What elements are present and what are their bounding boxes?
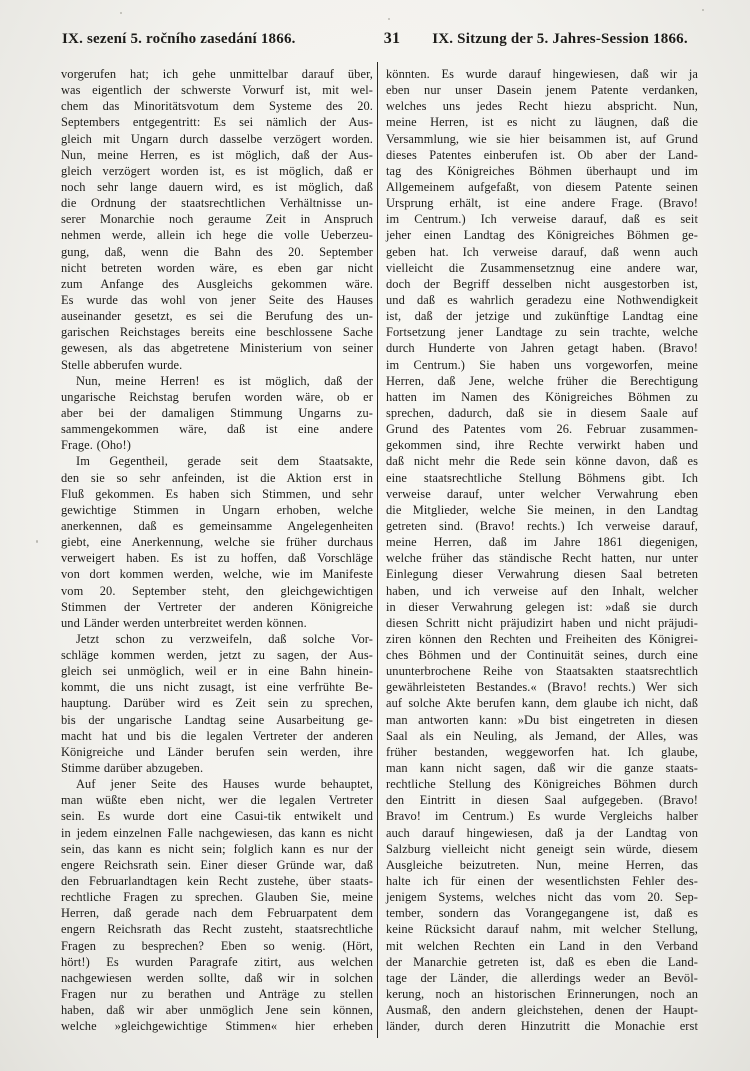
text-line: engere Reichsrath sein. Einer dieser Gründe war, daß	[61, 857, 373, 872]
text-line: verweigert haben. Es ist zu hoffen, daß Vorschläge	[61, 551, 373, 566]
text-line: rechtliche Fragen zu sprechen. Glauben Sie, meine	[61, 890, 373, 905]
text-line: Ausgleiche beizutreten. Nun, meine Herren, das	[386, 857, 698, 872]
text-line: Saal als ein Neuling, als Jemand, der Alles, was	[386, 728, 698, 743]
text-line: von dort kommen werden, welche, wie im Manifeste	[61, 567, 373, 582]
text-line: keine Rücksicht darauf nahm, mit welcher Stellung,	[386, 922, 698, 937]
text-line: Nun, meine Herren, es ist möglich, daß der Aus-	[61, 147, 373, 162]
text-line: gleich verzögert worden ist, es ist möglich, daß er	[61, 163, 373, 178]
text-line: die Mitglieder, welche Sie meinen, in den Landtag	[386, 502, 698, 517]
text-line: Salzburg vielleicht nicht geneigt sein würde, diesem	[386, 841, 698, 856]
header-session-czech: IX. sezení 5. ročního zasedání 1866.	[62, 31, 296, 47]
text-line: Versammlung, wie sie hier beisammen ist, auf Grund	[386, 131, 698, 146]
text-line: und daß es wahrlich geradezu eine Nothwendigkeit	[386, 292, 698, 307]
text-line: man wüßte eben nicht, wer die legalen Vertreter	[61, 793, 373, 808]
text-line: Jetzt schon zu verzweifeln, daß solche Vor-	[76, 631, 373, 646]
text-line: der Manarchie getreten ist, daß es eben die Land-	[386, 954, 698, 969]
text-line: giebt, eine Anerkennung, welche sie früher durchaus	[61, 535, 373, 550]
text-line: sammengekommen wäre, daß ist eine andere	[61, 422, 373, 437]
text-line: vielleicht die Zusammensetznug eine andere war,	[386, 260, 698, 275]
text-line: den Eintritt in diesen Saal aufgegeben. (Bravo!	[386, 793, 698, 808]
text-line: engern Reichsrath das Recht zusteht, staatsrechtliche	[61, 922, 373, 937]
page-number: 31	[383, 30, 401, 47]
text-line: dieses Patentes einberufen ist. Ob aber der Land-	[386, 147, 698, 162]
scan-speck	[702, 9, 704, 11]
text-line: welches uns jedes Recht hiezu abspricht. Nun,	[386, 99, 698, 114]
text-line: Allgemeinem aufgefaßt, von diesem Patente seinen	[386, 179, 698, 194]
text-line: in jedem einzelnen Falle nachgewiesen, das kann es nicht	[61, 825, 373, 840]
text-line: auf solche Akte berufen kann, dem glaube ich nicht, daß	[386, 696, 698, 711]
text-line: vorgerufen hat; ich gehe unmittelbar darauf über,	[61, 67, 373, 81]
text-line: hört!) Es wurden Paragrafe zitirt, aus welchen	[61, 954, 373, 969]
text-line: daß nicht mehr die Rede sein könne davon, daß es	[386, 454, 698, 469]
text-line: nachgewiesen werden sollte, daß wir in solchen	[61, 970, 373, 985]
text-line: tember, sondern das Vorangegangene ist, daß es	[386, 906, 698, 921]
text-line: diesen Schritt nicht präjudizirt haben und nicht präjudi-	[386, 615, 698, 630]
text-line: doch der Begriff desselben nicht ausgestorben ist,	[386, 276, 698, 291]
text-line: Ausmaß, den andern gleichstehen, denen der Haupt-	[386, 1003, 698, 1018]
text-line: im Centrum.) Ich verweise darauf, daß es seit	[386, 212, 698, 227]
text-line: ununterbrochene Reihe von Staatsakten staatsrechtlich	[386, 664, 698, 679]
text-line: den Februarlandtagen kein Recht zustehe, über staats-	[61, 874, 373, 889]
text-line: Im Gegentheil, gerade seit dem Staatsakte,	[76, 454, 373, 469]
left-column	[61, 66, 373, 1034]
text-line: geben hat. Ich verweise darauf, daß wenn auch	[386, 244, 698, 259]
page-header	[62, 30, 698, 48]
text-line: eben nur unser Dasein jenem Patente verdanken,	[386, 83, 698, 98]
text-line: serer Monarchie noch geraume Zeit in Anspruch	[61, 212, 373, 227]
text-line: Stelle abberufen wurde.	[61, 357, 183, 372]
text-line: auch darauf hingewiesen, daß ja der Landtag von	[386, 825, 698, 840]
text-line: ungarische Reichstag berufen worden wäre, ob er	[61, 389, 373, 404]
text-line: Es wurde das wohl von jener Seite des Hauses	[61, 292, 373, 307]
text-line: halte ich für einen der wesentlichsten Fehler des-	[386, 874, 698, 889]
text-line: haben, daß wir aber unmöglich Jene sein können,	[61, 1003, 373, 1018]
text-line: mit welchen Rechten ein Land in den Verband	[386, 938, 698, 953]
right-column	[386, 66, 698, 1034]
text-line: man kann nicht sagen, daß wir die ganze staats-	[386, 761, 698, 776]
text-line: Königreiche und Länder berufen sein werden, ihre	[61, 744, 373, 759]
text-line: und Länder werden unterbreitet werden können.	[61, 615, 307, 630]
text-line: gewesen, als das abgetretene Ministerium von seiner	[61, 341, 373, 356]
text-line: gung, daß, wenn die Bahn des 20. September	[61, 244, 373, 259]
text-line: ziren können den Rechten und Freiheiten des Königrei-	[386, 631, 698, 646]
text-line: jeher einen Landtag des Königreiches Böhmen ge-	[386, 228, 698, 243]
text-line: die Ordnung der staatsrechtlichen Verhältnisse un-	[61, 196, 373, 211]
text-line: Fragen nur zu berathen und Anträge zu stellen	[61, 987, 373, 1002]
text-line: zum Anfange des Ausgleichs gekommen wäre.	[61, 276, 373, 291]
text-line: Stimme darüber abzugeben.	[61, 761, 204, 776]
text-line: haben, und ich verweise auf den Inhalt, welcher	[386, 583, 698, 598]
text-line: ches Böhmen und der Continuität seines, durch eine	[386, 648, 698, 663]
text-line: den sie so sehr anfeinden, ist die Aktion erst in	[61, 470, 373, 485]
scan-speck	[36, 540, 38, 543]
text-line: gewährleisteten Bestandes.« (Bravo! rechts.) Wer sich	[386, 680, 698, 695]
text-line: Septembers entgegentritt: Es sei nämlich der Aus-	[61, 115, 373, 130]
text-line: rechtliche Stellung des Königreiches Böhmen durch	[386, 777, 698, 792]
text-line: Fluß gekommen. Es haben sich Stimmen, und sehr	[61, 486, 373, 501]
header-session-german: IX. Sitzung der 5. Jahres-Session 1866.	[432, 31, 688, 47]
text-line: gleich mit Ungarn durch dasselbe verzögert worden.	[61, 131, 373, 146]
text-line: vom 20. September steht, den gleichgewichtigen	[61, 583, 373, 598]
text-line: Frage. (Oho!)	[61, 438, 131, 453]
text-line: meine Herren, ist es nicht zu läugnen, daß die	[386, 115, 698, 130]
text-line: man antworten kann: »Du bist eingetreten in diesen	[386, 712, 698, 727]
column-divider-rule	[377, 62, 378, 1038]
text-line: Einlegung dieser Verwahrung diesen Saal betreten	[386, 567, 698, 582]
text-line: Herren, daß Jene, welche früher die Berechtigung	[386, 373, 698, 388]
text-line: sein, das kann es nicht sein; folglich kann es nur der	[61, 841, 373, 856]
scan-speck	[120, 12, 122, 14]
text-line: sprechen, dadurch, daß sie in diesem Saale auf	[386, 405, 698, 420]
text-line: eine staatsrechtliche Stellung Böhmens gibt. Ich	[386, 470, 698, 485]
text-line: verweise darauf, unter welcher Verwahrung eben	[386, 486, 698, 501]
text-line: Ursprung erhält, ist eine andere Frage. (Bravo!	[386, 196, 698, 211]
text-line: auseinander gesetzt, es sei die Berufung des un-	[61, 309, 373, 324]
text-line: welche früher das ständische Recht hatten, nur unter	[386, 551, 698, 566]
text-line: kommt, die uns nicht zusagt, ist eine verfrühte Be-	[61, 680, 373, 695]
text-line: nehmen werde, allein ich hege die volle Ueberzeu-	[61, 228, 373, 243]
text-line: anerkennen, daß es gemeinsamme Angelegenheiten	[61, 518, 373, 533]
text-line: Grund des Patentes vom 26. Februar zusammen-	[386, 422, 698, 437]
text-line: welche »gleichgewichtige Stimmen« hier erheben	[61, 1019, 373, 1034]
text-line: früher bestanden, weggeworfen hat. Ich glaube,	[386, 744, 698, 759]
text-line: tage der Länder, die allerdings weder an Bevöl-	[386, 970, 698, 985]
text-line: gekommen sind, ihre Rechte verwirkt haben und	[386, 438, 698, 453]
text-line: gewichtige Stimmen in Ungarn erhoben, welche	[61, 502, 373, 517]
text-line: in dieser Verwahrung gelegen ist: »daß sie durch	[386, 599, 698, 614]
text-line: gleich sei unmöglich, weil er in eine Bahn hinein-	[61, 664, 373, 679]
scan-speck	[388, 18, 390, 20]
text-line: chem das Minoritätsvotum dem Systeme des 20.	[61, 99, 373, 114]
text-line: Herren, daß gerade nach dem Februarpatent dem	[61, 906, 373, 921]
text-line: Stimmen der Vertreter der anderen Königreiche	[61, 599, 373, 614]
text-line: könnten. Es wurde darauf hingewiesen, daß wir ja	[386, 67, 698, 81]
text-line: durch Hunderte von Jahren getagt haben. (Bravo!	[386, 341, 698, 356]
text-line: garischen Reichstages bereits eine beschlossene Sache	[61, 325, 373, 340]
text-line: bis der ungarische Landtag seine Ausarbeitung ge-	[61, 712, 373, 727]
text-line: aber bei der damaligen Stimmung Ungarns zu-	[61, 405, 373, 420]
text-line: Auf jener Seite des Hauses wurde behauptet,	[76, 777, 373, 792]
text-line: länder, durch deren Hinzutritt die Monachie erst	[386, 1019, 698, 1034]
text-line: ist, daß der jetzige und zukünftige Landtag eine	[386, 309, 698, 324]
text-line: jenigem Systems, welches nicht das vom 20. Sep-	[386, 890, 698, 905]
text-line: tag des Königreiches Böhmen überhaupt und im	[386, 163, 698, 178]
text-line: meine Herren, daß im Jahre 1861 diegenigen,	[386, 535, 698, 550]
text-line: schläge kommen werden, jetzt zu sagen, der Aus-	[61, 648, 373, 663]
text-line: noch sehr lange dauern wird, es ist möglich, daß	[61, 179, 373, 194]
text-line: hatten im Namen des Königreiches Böhmen zu	[386, 389, 698, 404]
text-line: nicht betreten worden wäre, es eben gar nicht	[61, 260, 373, 275]
text-line: kerung, noch an historischen Erinnerungen, noch an	[386, 987, 698, 1002]
text-line: sein. Es wurde dort eine Casui-tik entwikelt und	[61, 809, 373, 824]
text-line: hauptung. Darüber wird es Zeit sein zu sprechen,	[61, 696, 373, 711]
text-line: Fragen zu besprechen? Eben so wenig. (Hört,	[61, 938, 373, 953]
text-line: was eigentlich der schwerste Vorwurf ist, mit wel-	[61, 83, 373, 98]
text-line: Bravo! im Centrum.) Es wurde Vergleichs halber	[386, 809, 698, 824]
text-line: im Centrum.) Sie haben uns vorgeworfen, meine	[386, 357, 698, 372]
text-line: macht hat und bis die legalen Vertreter der anderen	[61, 728, 373, 743]
text-line: getreten sind. (Bravo! rechts.) Ich verweise darauf,	[386, 518, 698, 533]
text-line: Nun, meine Herren! es ist möglich, daß der	[76, 373, 373, 388]
text-line: Fortsetzung jener Landtage zu sein trachte, welche	[386, 325, 698, 340]
